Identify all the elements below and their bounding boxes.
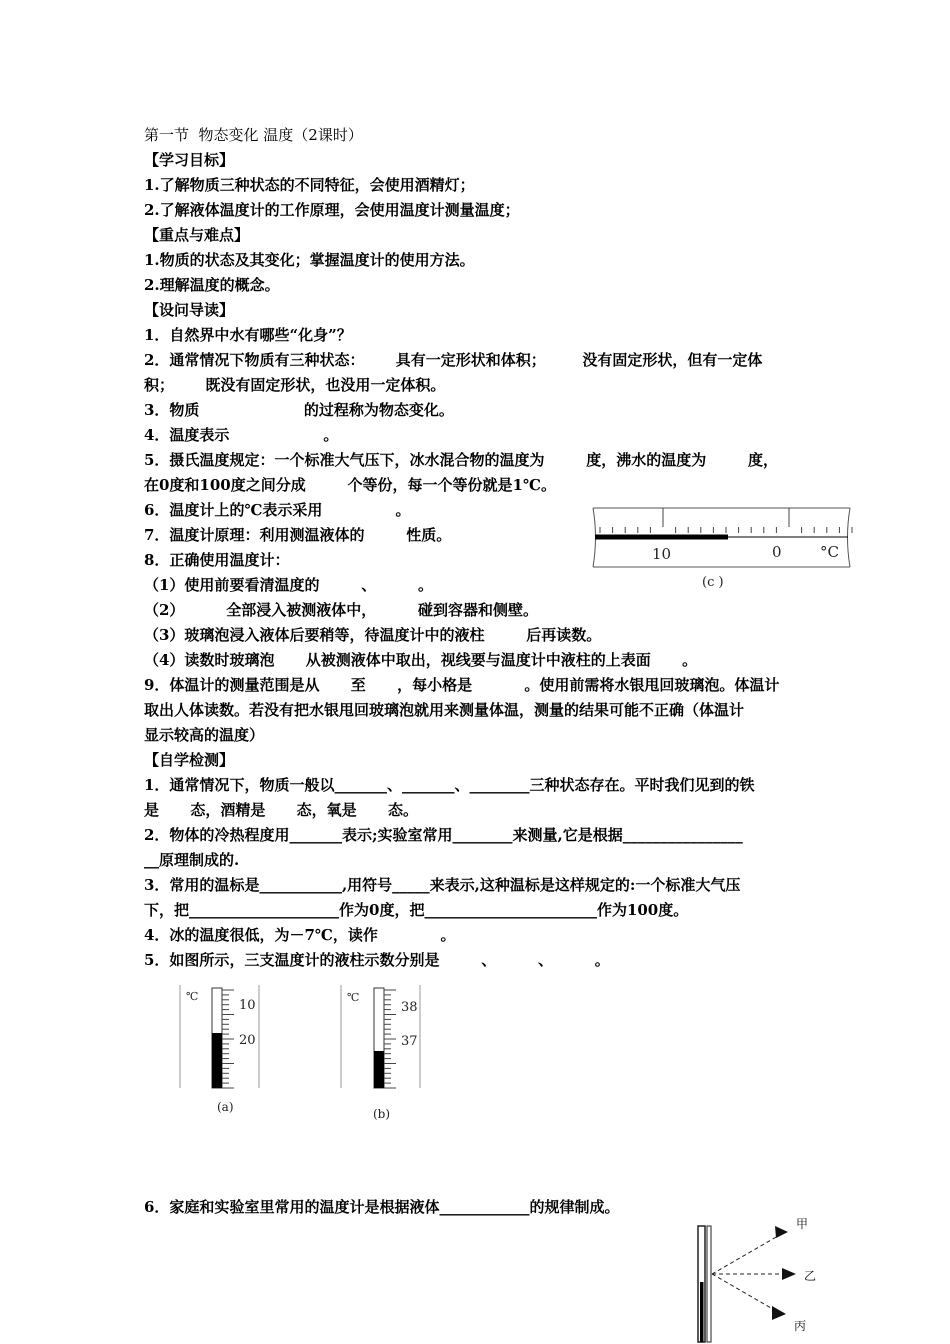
check-q2-line1: 2．物体的冷热程度用_______表示;实验室常用________来测量,它是根据________________ [144,826,743,844]
guide-q8-3: （3）玻璃泡浸入液体后要稍等，待温度计中的液柱 后再读数。 [144,626,602,644]
thermometer-c-label-0: 0 [772,543,782,561]
thermometer-figure-a [175,985,265,1120]
eye-figure-liquid-column [700,1282,704,1342]
check-q1-line1: 1．通常情况下，物质一般以_______、_______、________三种状态存在。平时我们见到的铁 [144,776,755,794]
eye-icon-top [775,1226,788,1238]
goal-1: 1.了解物质三种状态的不同特征，会使用酒精灯； [144,176,475,194]
guide-q5-line1: 5．摄氏温度规定：一个标准大气压下，冰水混合物的温度为 度，沸水的温度为 度， [144,451,778,469]
eye-icon-middle [782,1268,796,1280]
check-q2-line2: __原理制成的. [144,851,240,869]
thermometer-a-label-20: 20 [239,1033,256,1048]
thermometer-figure-c [590,505,855,595]
eye-figure-sightline-top [712,1232,785,1274]
heading-self-check: 【自学检测】 [144,751,235,769]
check-q3-line2: 下，把____________________作为0度，把_______________________作为100度。 [144,901,689,919]
thermometer-b-ticks [384,990,396,1088]
eye-reading-figure [690,1212,830,1344]
guide-q6: 6．温度计上的℃表示采用 。 [144,501,411,519]
guide-q2-line1: 2．通常情况下物质有三种状态： 具有一定形状和体积； 没有固定形状，但有一定体 [144,351,763,369]
guide-q8: 8．正确使用温度计： [144,551,290,569]
eye-label-jia: 甲 [796,1217,809,1231]
figure-b-caption: (b) [373,1107,391,1121]
eye-figure-sightline-bottom [712,1274,778,1312]
thermometer-b-unit: ℃ [347,991,360,1004]
figure-a-caption: (a) [217,1100,234,1114]
key-point-1: 1.物质的状态及其变化；掌握温度计的使用方法。 [144,251,475,269]
guide-q9-line3: 显示较高的温度） [144,726,265,744]
guide-q8-2: （2） 全部浸入被测液体中， 碰到容器和侧壁。 [144,601,538,619]
eye-label-bing: 丙 [794,1319,807,1333]
thermometer-figure-b [337,985,427,1125]
thermometer-c-ticks [600,508,852,533]
figure-c-caption: (c ) [702,575,724,590]
guide-q9-line2: 取出人体读数。若没有把水银甩回玻璃泡就用来测量体温，测量的结果可能不正确（体温计 [144,701,745,719]
guide-q7: 7．温度计原理：利用测温液体的 性质。 [144,526,452,544]
thermometer-a-ticks [222,990,234,1088]
thermometer-b-liquid-column [374,1051,384,1088]
check-q4: 4．冰的温度很低，为－7℃，读作 。 [144,926,456,944]
thermometer-c-label-10: 10 [652,545,672,563]
guide-q4: 4．温度表示 。 [144,426,339,444]
guide-q1: 1．自然界中水有哪些“化身”？ [144,326,352,344]
check-q3-line1: 3．常用的温标是___________,用符号_____来表示,这种温标是这样规定的:一个标准大气压 [144,876,741,894]
guide-q2-line2: 积； 既没有固定形状，也没用一定体积。 [144,376,446,394]
thermometer-c-unit: °C [820,543,839,561]
thermometer-b-label-38: 38 [401,1000,418,1015]
section-title: 第一节 物态变化 温度（2课时） [144,126,363,144]
guide-q9-line1: 9．体温计的测量范围是从 至 ，每小格是 。使用前需将水银甩回玻璃泡。体温计 [144,676,780,694]
check-q6: 6．家庭和实验室里常用的温度计是根据液体____________的规律制成。 [144,1198,620,1216]
guide-q8-1: （1）使用前要看清温度的 、 。 [144,576,433,594]
thermometer-a-liquid-column [212,1033,222,1088]
thermometer-a-label-10: 10 [239,998,256,1013]
heading-guide: 【设问导读】 [144,301,235,319]
heading-goals: 【学习目标】 [144,151,235,169]
check-q1-line2: 是 态，酒精是 态，氧是 态。 [144,801,419,819]
eye-figure-thermometer-wall [707,1226,711,1342]
guide-q3: 3．物质 的过程称为物态变化。 [144,401,454,419]
goal-2: 2.了解液体温度计的工作原理，会使用温度计测量温度； [144,201,520,219]
eye-label-yi: 乙 [804,1269,817,1283]
thermometer-a-unit: ℃ [186,990,199,1003]
heading-key-points: 【重点与难点】 [144,226,250,244]
key-point-2: 2.理解温度的概念。 [144,276,280,294]
check-q5: 5．如图所示，三支温度计的液柱示数分别是 、 、 。 [144,951,610,969]
guide-q8-4: （4）读数时玻璃泡 从被测液体中取出，视线要与温度计中液柱的上表面 。 [144,651,698,669]
eye-icon-bottom [772,1306,786,1320]
guide-q5-line2: 在0度和100度之间分成 个等份，每一个等份就是1℃。 [144,476,556,494]
thermometer-b-label-37: 37 [401,1034,418,1049]
